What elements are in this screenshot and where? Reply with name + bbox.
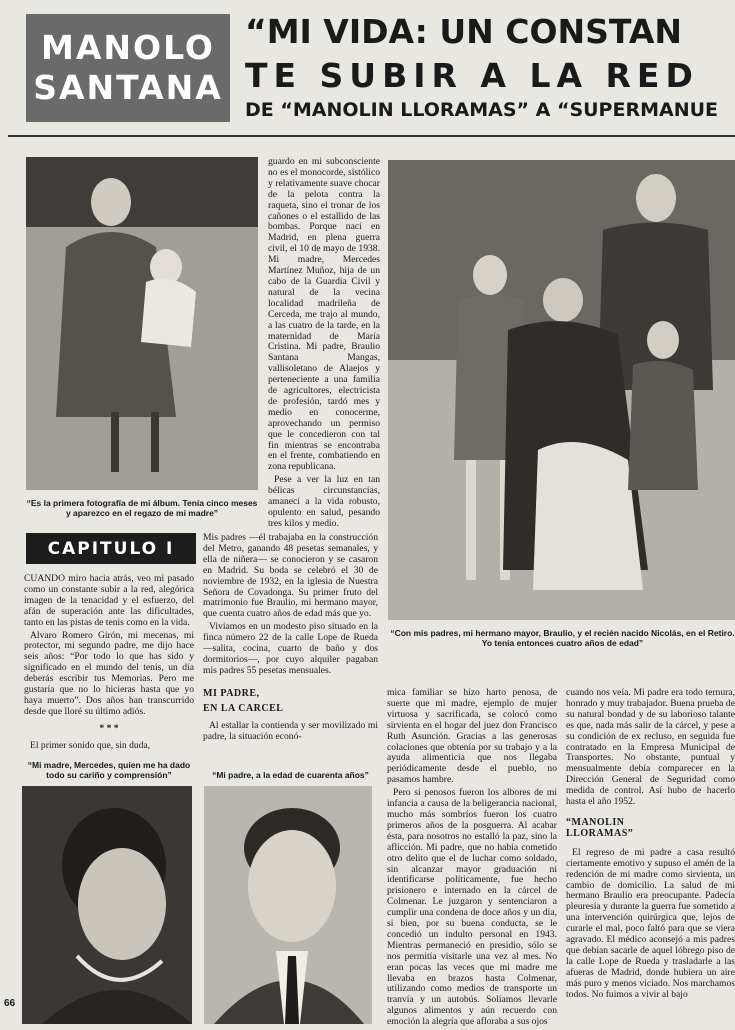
subhead-manolin: “MANOLIN — [566, 816, 625, 828]
headline-line-1: “MI VIDA: UN CONSTAN — [245, 12, 683, 51]
col2-para-2: Pese a ver la luz en tan bélicas circunstancias, amanecí a la vida robusto, opulento en salud, pesando tres kilos y medio. — [268, 474, 380, 529]
column-2-middle — [203, 533, 378, 744]
column-2-top — [268, 157, 380, 532]
col2-para-3: Mis padres —él trabajaba en la construcción del Metro, ganando 48 pesetas semanales, y ella de niñera— se conocieron y se casaron en Madrid. Su boda se celebró el 30 de noviembre de 1932, en la iglesia de Nuestra Señora de Covadonga. Su primer fruto del matrimonio fue Braulio, mi hermano mayor, que cuenta cuatro años de edad más que yo. — [203, 532, 378, 620]
name-line-2: SANTANA — [33, 68, 223, 107]
headline-line-2: TE SUBIR A LA RED — [245, 56, 699, 95]
photo-mother-portrait — [22, 786, 192, 1024]
caption-father: “Mi padre, a la edad de cuarenta años” — [212, 770, 369, 780]
name-line-1: MANOLO — [41, 28, 215, 67]
col4-para-1: cuando nos veía. Mi padre era todo ternura, honrado y muy trabajador. Buena prueba de su natural bondad y de su laborioso talante es que, nada más salir de la cárcel, y pese a su condición de ex recluso, en seguida fue contratado en la Empresa Municipal de Transportes. No obstante, puntual y mensualmente debía comparecer en la Dirección General de Seguridad como medida de control. Así hubo de hacerlo hasta el año 1952. — [566, 688, 735, 808]
caption-mother: “Mi madre, Mercedes, quien me ha dado todo su cariño y comprensión” — [27, 760, 191, 780]
header-divider — [8, 135, 735, 137]
page-number: 66 — [4, 998, 16, 1009]
col2-para-1: guardo en mi subconsciente no es el monocorde, sistólico y relativamente suave chocar de la pelota contra la raqueta, sino el tronar de los cañones o el estallido de las bombas. Porque nací en Madrid, en plena guerra civil, el 10 de mayo de 1938. Mi madre, Mercedes Martínez Muñoz, hija de un cabo de la Guardia Civil y natural de la vecina localidad madrileña de Cerceda, me trajo al mundo, a las cuatro de la tarde, en la maternidad de María Cristina. Mi padre, Braulio Santana Mangas, vallisoletano de Alaejos y perteneciente a una familia de agricultores, electricista de profesión, tardó mes y medio en conocerme, aprovechando un permiso que le concedieron con tal fin mientras se encontraba en el frente, combatiendo en zona republicana. — [268, 156, 380, 473]
col4-para-2: El regreso de mi padre a casa resultó ciertamente emotivo y supuso el amén de la redención de mi madre como sirvienta, un cambio de domicilio. La salud de mi hermano Braulio era preocupante. Padecía pleuresía y durante la guerra fue sometido a una intervención quirúrgica que, lejos de curarle el mal, poco faltó para que se viera agravado. El médico aconsejó a mis padres que debían sacarle de aquel lóbrego piso de la calle Lope de Rueda y trasladarle a las afueras de Madrid, donde hubiera un aire más puro y menos viciado. Nos marchamos todos. No fuimos a vivir al bajo — [566, 846, 735, 1000]
chapter-label: CAPITULO I — [26, 533, 196, 564]
name-box — [26, 14, 230, 122]
col1-para-2: Alvaro Romero Girón, mi mecenas, mi protector, mi segundo padre, me dijo hace seis años: “Por todo lo que has sido y significado en el mundo del tenis, un día deberás escribir tus Memorias. Pero me gustaría que no lo hicieras hasta que yo haya muerto”. Dos años han transcurrido desde que lloré su último adiós. — [24, 629, 194, 717]
col1-para-1: CUANDO miro hacia atrás, veo mi pasado como un constante subir a la red, alegórica imagen de la tenacidad y el esfuerzo, del afán de superación ante las dificultades, tanto en las pistas de tenis como en la vida. — [24, 573, 194, 628]
col3-para-2: Pero si penosos fueron los albores de mi infancia a causa de la beligerancia nacional, mucho más sombríos fueron los cuatro primeros años de la posguerra. Al acabar ésta, para nosotros no estalló la paz, sino la aflicción. Mi padre, que no había cometido otro delito que el de luchar como soldado, sin alcanzar mayor graduación ni identificarse políticamente, fue hecho prisionero e internado en la cárcel de Colmenar. Le juzgaron y sentenciaron a cumplir una condena de doce años y un día, si bien, por su buena conducta, se le concedió un indulto personal en 1943. Mientras permaneció en presidio, sólo se nos permitía visitarle una vez al mes. No eran pocas las veces que mi madre me llevaba en brazos hasta Colmenar, utilizando como medios de transporte un tranvía y un autobús. Solíamos llevarle algunos alimentos y aún recuerdo con emoción la alegría que afloraba a sus ojos — [387, 787, 557, 1028]
caption-photo-1: “Es la primera fotografía de mi álbum. Tenía cinco meses y aparezco en el regazo de mi madre” — [26, 498, 258, 518]
caption-photo-2: “Con mis padres, mi hermano mayor, Braulio, y el recién nacido Nicolás, en el Retiro. Yo tenía entonces cuatro años de edad” — [390, 628, 735, 648]
col1-para-3: El primer sonido que, sin duda, — [30, 739, 151, 751]
column-4 — [566, 688, 735, 1024]
photo-family-retiro — [388, 160, 735, 620]
col3-para-1: mica familiar se hizo harto penosa, de suerte que mi madre, ejemplo de mujer virtuosa y sacrificada, se colocó como sirvienta en el hogar del juez don Francisco Ruth Asunción. Gracias a las generosas colaciones que obtenía por su trabajo y a la ayuda alimenticia que nos llegaba periódicamente desde el pueblo, no pasamos hambre. — [387, 687, 557, 786]
col2-para-4: Viviamos en un modesto piso situado en la finca número 22 de la calle Lope de Rueda —salita, cocina, cuarto de baño y dos dormitorios—, por cuyo alquiler pagaban mis padres 55 pesetas mensuales. — [203, 621, 378, 676]
column-1 — [24, 574, 194, 754]
column-3 — [387, 688, 557, 1030]
col2-carcel-para: Al estallar la contienda y ser movilizado mi padre, la situación econó- — [203, 719, 378, 742]
subhead-mi-padre: MI PADRE, — [203, 687, 260, 699]
subheadline: DE “MANOLIN LLORAMAS” A “SUPERMANUE — [245, 99, 719, 121]
photo-mother-with-baby — [26, 157, 258, 490]
col1-stars: * * * — [99, 722, 119, 734]
subhead-lloramas: LLORAMAS” — [566, 827, 634, 839]
subhead-en-la-carcel: EN LA CARCEL — [203, 702, 284, 714]
photo-father-portrait — [204, 786, 372, 1024]
